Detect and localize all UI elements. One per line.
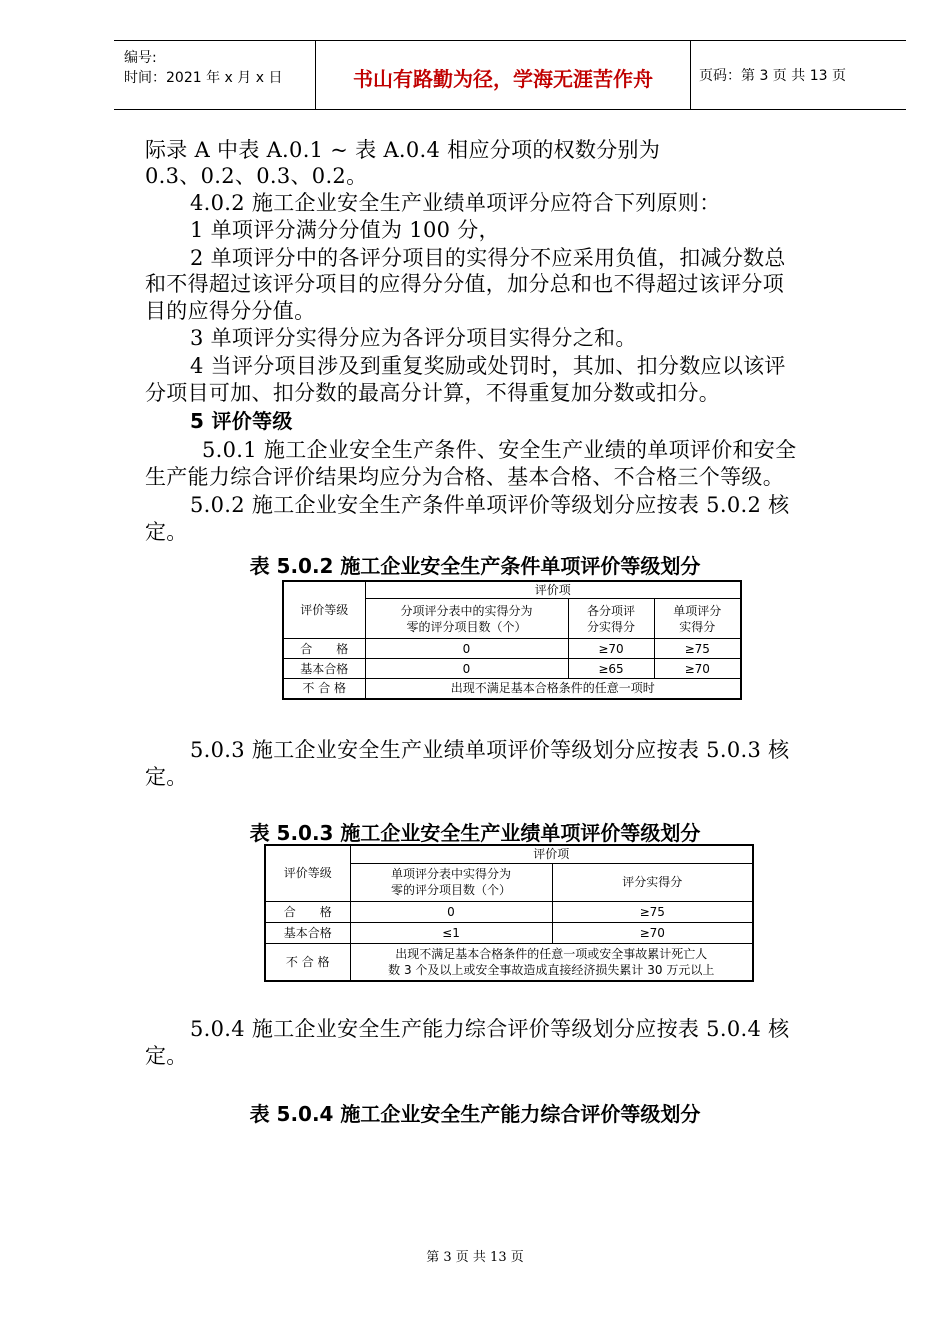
grade-header: 评价等级 — [283, 581, 365, 639]
time-label: 时间：2021 年 x 月 x 日 — [124, 70, 283, 86]
table-503 — [264, 844, 754, 982]
text-line: 4 当评分项目涉及到重复奖励或处罚时，其加、扣分数应以该评 — [190, 354, 786, 378]
table-row: 合 格 0 ≥70 ≥75 — [283, 639, 741, 659]
page-info: 页码：第 3 页 共 13 页 — [699, 68, 846, 84]
col-zero-items: 单项评分表中实得分为 零的评分项目数（个） — [350, 863, 552, 901]
paragraph-502-cont: 定。 — [145, 520, 188, 544]
paragraph-503: 5.0.3 施工企业安全生产业绩单项评价等级划分应按表 5.0.3 核 — [190, 738, 790, 762]
table-row: 不 合 格 出现不满足基本合格条件的任意一项或安全事故累计死亡人 数 3 个及以上或安全事故造成直接经济损失累计 30 万元以上 — [265, 943, 753, 981]
paragraph-501: 5.0.1 施工企业安全生产条件、安全生产业绩的单项评价和安全 — [202, 438, 797, 462]
text-line: 1 单项评分满分分值为 100 分， — [190, 218, 500, 242]
table-row: 基本合格 ≤1 ≥70 — [265, 922, 753, 943]
text-line: 际录 A 中表 A.0.1 ~ 表 A.0.4 相应分项的权数分别为 — [145, 138, 661, 162]
text-line: 分项目可加、扣分数的最高分计算，不得重复加分数或扣分。 — [145, 381, 721, 405]
item-header: 评价项 — [365, 581, 741, 599]
table-502-caption: 表 5.0.2 施工企业安全生产条件单项评价等级划分 — [249, 554, 701, 578]
grade-header: 评价等级 — [265, 845, 350, 901]
text-line: 3 单项评分实得分应为各评分项目实得分之和。 — [190, 326, 637, 350]
col-single-score: 单项评分 实得分 — [654, 599, 741, 639]
col-score: 评分实得分 — [552, 863, 753, 901]
section-heading: 5 评价等级 — [190, 409, 293, 433]
table-row: 基本合格 0 ≥65 ≥70 — [283, 659, 741, 679]
text-line: 4.0.2 施工企业安全生产业绩单项评分应符合下列原则： — [190, 191, 721, 215]
paragraph-503-cont: 定。 — [145, 765, 188, 789]
text-line: 和不得超过该评分项目的应得分分值，加分总和也不得超过该评分项 — [145, 272, 784, 296]
paragraph-504-cont: 定。 — [145, 1044, 188, 1068]
table-504-caption: 表 5.0.4 施工企业安全生产能力综合评价等级划分 — [249, 1102, 701, 1126]
text-line: 2 单项评分中的各评分项目的实得分不应采用负值，扣减分数总 — [190, 246, 786, 270]
paragraph-502: 5.0.2 施工企业安全生产条件单项评价等级划分应按表 5.0.2 核 — [190, 493, 790, 517]
text-line: 目的应得分分值。 — [145, 299, 316, 323]
item-header: 评价项 — [350, 845, 753, 863]
table-row: 不 合 格 出现不满足基本合格条件的任意一项时 — [283, 679, 741, 699]
paragraph-504: 5.0.4 施工企业安全生产能力综合评价等级划分应按表 5.0.4 核 — [190, 1017, 790, 1041]
table-row: 合 格 0 ≥75 — [265, 901, 753, 922]
table-503-caption: 表 5.0.3 施工企业安全生产业绩单项评价等级划分 — [249, 821, 701, 845]
motto: 书山有路勤为径，学海无涯苦作舟 — [353, 67, 653, 91]
col-sub-score: 各分项评 分实得分 — [568, 599, 654, 639]
paragraph-501-cont: 生产能力综合评价结果均应分为合格、基本合格、不合格三个等级。 — [145, 465, 784, 489]
header-meta — [114, 41, 316, 109]
header-page-cell — [691, 41, 906, 109]
code-label: 编号: — [124, 50, 157, 66]
page-footer: 第 3 页 共 13 页 — [426, 1250, 524, 1265]
table-502 — [282, 580, 742, 700]
page-header — [114, 40, 906, 110]
col-zero-items: 分项评分表中的实得分为 零的评分项目数（个） — [365, 599, 568, 639]
header-motto-cell — [316, 41, 691, 109]
text-line: 0.3、0.2、0.3、0.2。 — [145, 164, 368, 188]
